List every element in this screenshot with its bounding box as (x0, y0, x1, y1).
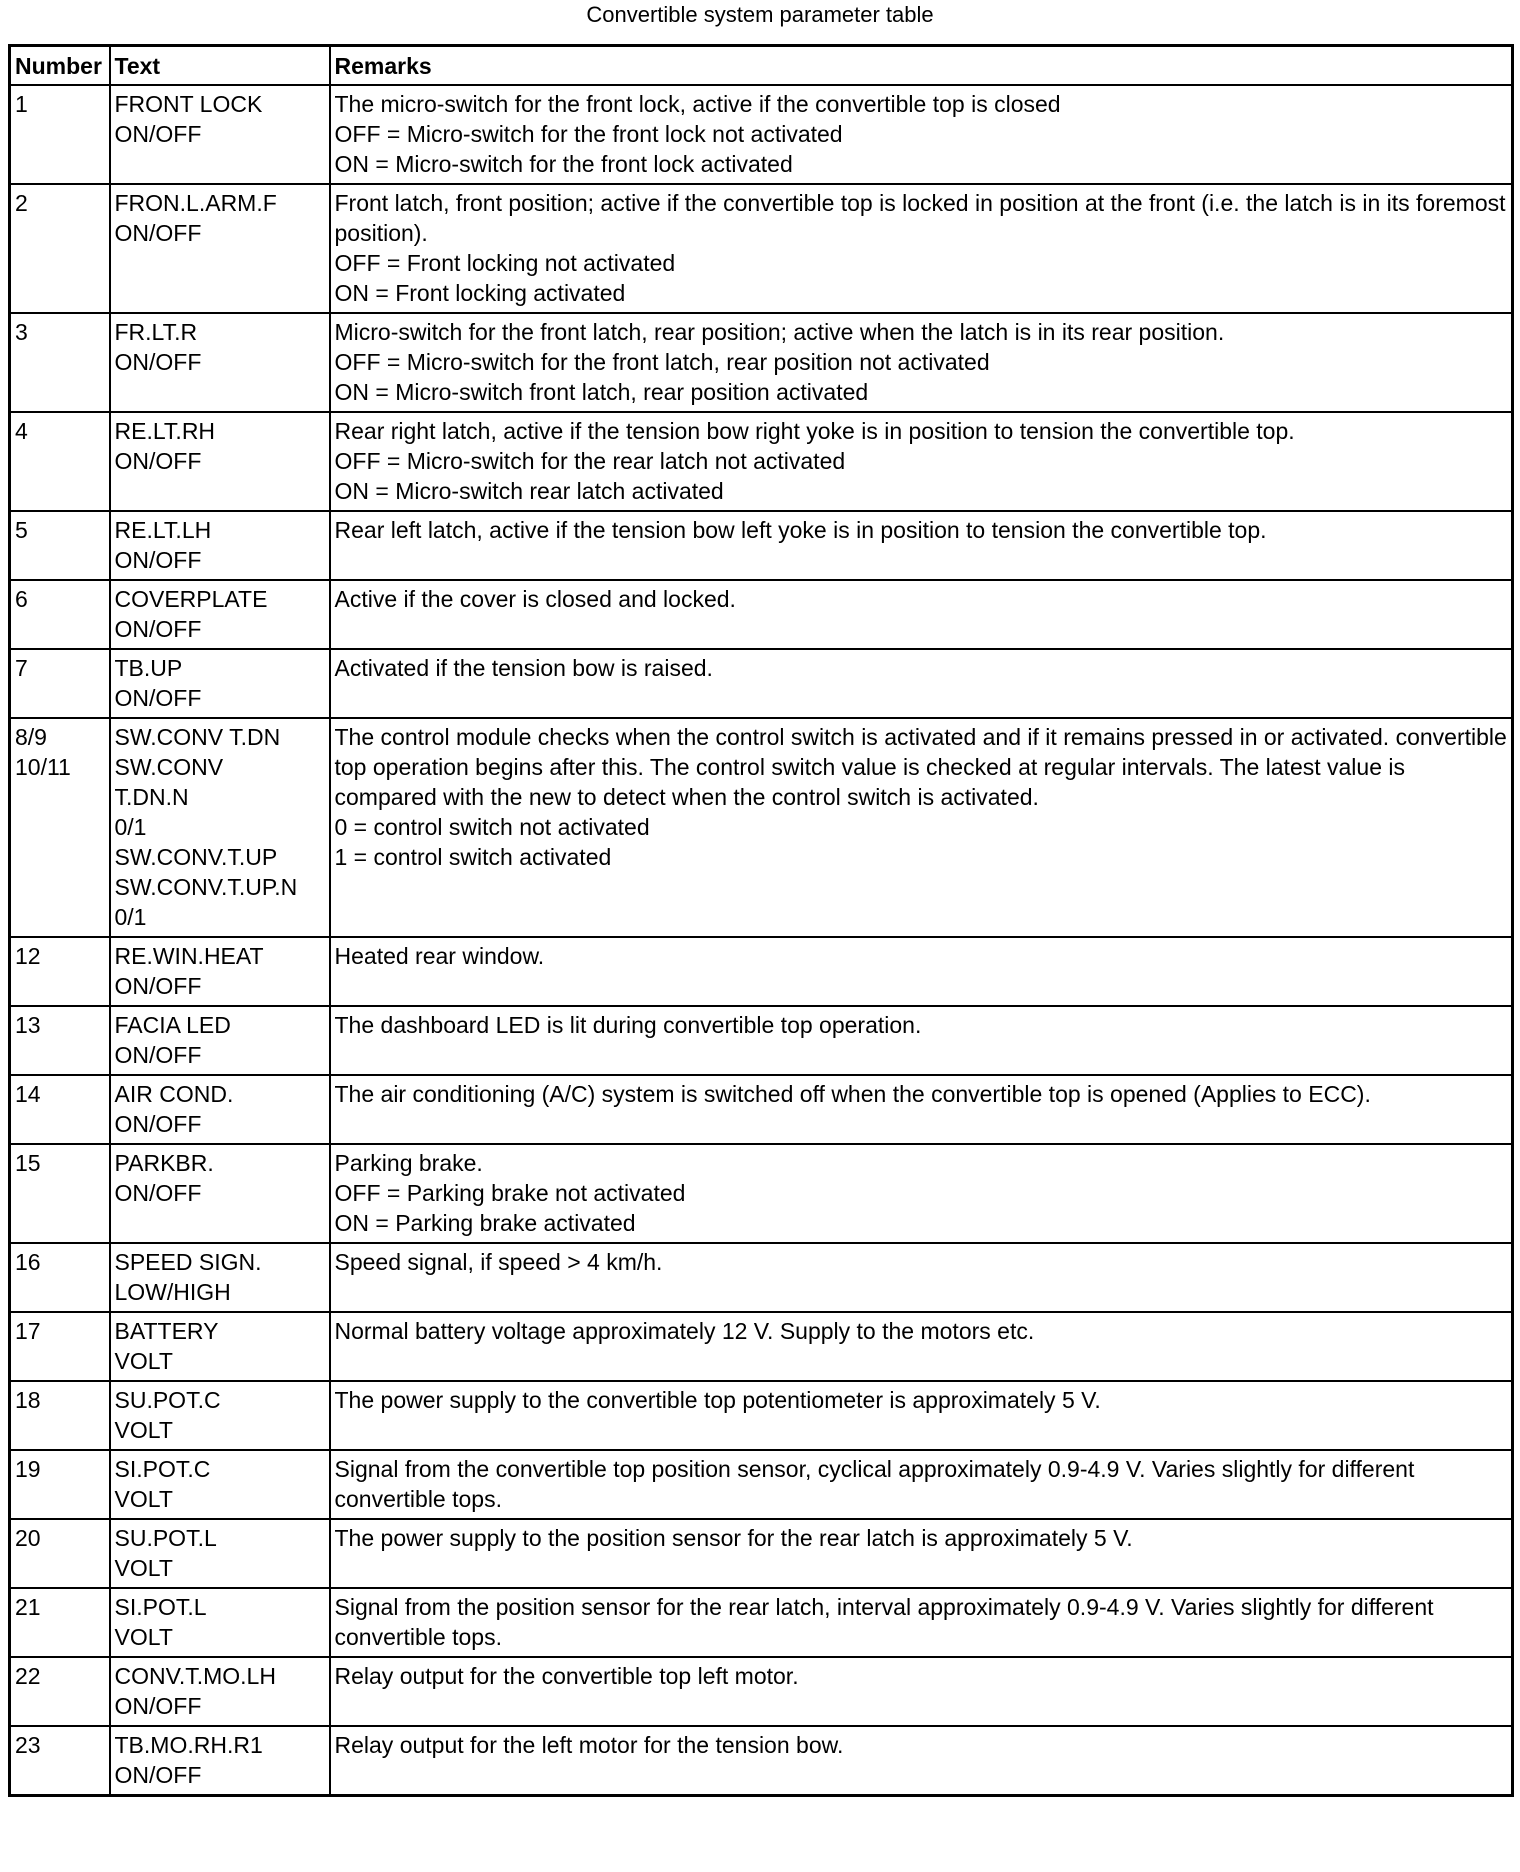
table-row (10, 1588, 1513, 1657)
table-row (10, 580, 1513, 649)
cell-number (10, 511, 110, 580)
cell-text (110, 1519, 330, 1588)
cell-remarks-line: Rear left latch, active if the tension bow left yoke is in position to tension the convertible top. (334, 517, 1267, 543)
cell-remarks-line: Activated if the tension bow is raised. (334, 655, 713, 681)
cell-number-line: 20 (15, 1525, 41, 1551)
cell-text-line: ON/OFF (114, 973, 202, 999)
cell-remarks-line: Rear right latch, active if the tension bow right yoke is in position to tension the convertible top. (334, 418, 1295, 444)
cell-text-line: FRONT LOCK (114, 91, 263, 117)
cell-number-line: 8/9 (15, 724, 47, 750)
cell-text (110, 1243, 330, 1312)
cell-remarks (330, 1006, 1513, 1075)
cell-number (10, 1075, 110, 1144)
cell-remarks (330, 1726, 1513, 1796)
cell-text-line: ON/OFF (114, 1693, 202, 1719)
cell-remarks-line: ON = Parking brake activated (334, 1210, 636, 1236)
cell-text-line: RE.WIN.HEAT (114, 943, 264, 969)
cell-text-line: 0/1 (114, 814, 147, 840)
table-row (10, 1381, 1513, 1450)
table-row (10, 1450, 1513, 1519)
cell-text-line: ON/OFF (114, 448, 202, 474)
table-row (10, 85, 1513, 184)
cell-number-line: 2 (15, 190, 28, 216)
table-body (10, 85, 1513, 1796)
cell-remarks-line: OFF = Micro-switch for the front lock not activated (334, 121, 843, 147)
table-row (10, 649, 1513, 718)
table-row (10, 313, 1513, 412)
cell-text-line: SI.POT.C (114, 1456, 211, 1482)
cell-number-line: 19 (15, 1456, 41, 1482)
cell-number-line: 22 (15, 1663, 41, 1689)
cell-text (110, 1075, 330, 1144)
cell-remarks-line: Speed signal, if speed > 4 km/h. (334, 1249, 663, 1275)
cell-text (110, 1312, 330, 1381)
cell-text (110, 313, 330, 412)
cell-remarks-line: The power supply to the convertible top potentiometer is approximately 5 V. (334, 1387, 1101, 1413)
cell-remarks-line: Signal from the convertible top position sensor, cyclical approximately 0.9-4.9 V. Varies slightly for different convertible tops. (334, 1456, 1421, 1512)
cell-number-line: 16 (15, 1249, 41, 1275)
cell-text-line: SU.POT.L (114, 1525, 217, 1551)
cell-number-line: 3 (15, 319, 28, 345)
cell-remarks-line: Heated rear window. (334, 943, 545, 969)
cell-number-line: 4 (15, 418, 28, 444)
cell-text-line: ON/OFF (114, 1762, 202, 1788)
cell-number (10, 1588, 110, 1657)
cell-remarks-line: Front latch, front position; active if the convertible top is locked in position at the front (i.e. the latch is in its foremost position). (334, 190, 1512, 246)
cell-text (110, 1657, 330, 1726)
cell-remarks-line: Micro-switch for the front latch, rear position; active when the latch is in its rear position. (334, 319, 1225, 345)
cell-text (110, 649, 330, 718)
cell-number-line: 12 (15, 943, 41, 969)
cell-text-line: ON/OFF (114, 220, 202, 246)
cell-remarks (330, 1243, 1513, 1312)
cell-text-line: BATTERY (114, 1318, 219, 1344)
cell-number-line: 1 (15, 91, 28, 117)
cell-remarks-line: Normal battery voltage approximately 12 V. Supply to the motors etc. (334, 1318, 1035, 1344)
cell-remarks (330, 718, 1513, 937)
cell-remarks-line: ON = Micro-switch rear latch activated (334, 478, 724, 504)
cell-remarks (330, 412, 1513, 511)
cell-text-line: SU.POT.C (114, 1387, 221, 1413)
table-row (10, 1144, 1513, 1243)
table-row (10, 1657, 1513, 1726)
cell-text-line: ON/OFF (114, 1111, 202, 1137)
header-number: Number (10, 46, 110, 86)
cell-number (10, 1657, 110, 1726)
cell-remarks-line: The micro-switch for the front lock, active if the convertible top is closed (334, 91, 1061, 117)
cell-remarks (330, 1144, 1513, 1243)
cell-text-line: RE.LT.RH (114, 418, 216, 444)
cell-remarks-line: The dashboard LED is lit during convertible top operation. (334, 1012, 922, 1038)
cell-text-line: SW.CONV.T.UP (114, 844, 278, 870)
cell-remarks (330, 1657, 1513, 1726)
cell-text-line: SW.CONV T.DN (114, 724, 281, 750)
cell-text-line: FACIA LED (114, 1012, 231, 1038)
cell-remarks (330, 1519, 1513, 1588)
cell-number (10, 184, 110, 313)
cell-remarks-line: Signal from the position sensor for the rear latch, interval approximately 0.9-4.9 V. Varies slightly for different convertible tops. (334, 1594, 1440, 1650)
cell-number (10, 580, 110, 649)
cell-text-line: ON/OFF (114, 121, 202, 147)
cell-text-line: FRON.L.ARM.F (114, 190, 277, 216)
cell-text (110, 511, 330, 580)
cell-number (10, 718, 110, 937)
cell-text-line: VOLT (114, 1555, 173, 1581)
table-row (10, 1075, 1513, 1144)
cell-text (110, 85, 330, 184)
table-row (10, 1243, 1513, 1312)
cell-number (10, 1726, 110, 1796)
cell-text-line: FR.LT.R (114, 319, 198, 345)
cell-number (10, 1381, 110, 1450)
cell-number-line: 5 (15, 517, 28, 543)
cell-text (110, 1726, 330, 1796)
header-text: Text (110, 46, 330, 86)
cell-remarks-line: 0 = control switch not activated (334, 814, 650, 840)
cell-text-line: TB.UP (114, 655, 183, 681)
cell-text (110, 1450, 330, 1519)
cell-text-line: RE.LT.LH (114, 517, 212, 543)
cell-remarks (330, 1381, 1513, 1450)
cell-text-line: 0/1 (114, 904, 147, 930)
cell-remarks-line: The control module checks when the control switch is activated and if it remains pressed in or activated. convertible top operation begins after this. The control switch value is checked at regular intervals. The latest value is compared with the new to detect when the control switch is activated. (334, 724, 1514, 810)
cell-text-line: ON/OFF (114, 1180, 202, 1206)
cell-text (110, 1144, 330, 1243)
header-row (10, 46, 1513, 86)
table-row (10, 511, 1513, 580)
cell-remarks-line: ON = Micro-switch for the front lock activated (334, 151, 793, 177)
cell-remarks-line: The air conditioning (A/C) system is switched off when the convertible top is opened (Applies to ECC). (334, 1081, 1371, 1107)
cell-remarks (330, 1450, 1513, 1519)
cell-text-line: T.DN.N (114, 784, 189, 810)
cell-number-line: 6 (15, 586, 28, 612)
cell-remarks-line: OFF = Front locking not activated (334, 250, 676, 276)
table-row (10, 1726, 1513, 1796)
cell-remarks (330, 1075, 1513, 1144)
cell-remarks (330, 313, 1513, 412)
cell-remarks (330, 937, 1513, 1006)
cell-text-line: ON/OFF (114, 1042, 202, 1068)
parameter-table (8, 44, 1514, 1797)
cell-remarks (330, 580, 1513, 649)
table-row (10, 1006, 1513, 1075)
cell-remarks-line: ON = Front locking activated (334, 280, 626, 306)
cell-number (10, 649, 110, 718)
cell-remarks-line: OFF = Parking brake not activated (334, 1180, 686, 1206)
cell-text-line: LOW/HIGH (114, 1279, 231, 1305)
cell-text-line: SW.CONV.T.UP.N (114, 874, 298, 900)
cell-number (10, 1312, 110, 1381)
cell-text-line: VOLT (114, 1348, 173, 1374)
table-row (10, 1519, 1513, 1588)
cell-remarks (330, 1312, 1513, 1381)
cell-number (10, 412, 110, 511)
cell-number-line: 23 (15, 1732, 41, 1758)
cell-text-line: ON/OFF (114, 685, 202, 711)
cell-text-line: ON/OFF (114, 547, 202, 573)
cell-remarks-line: ON = Micro-switch front latch, rear position activated (334, 379, 869, 405)
table-row (10, 937, 1513, 1006)
cell-text-line: ON/OFF (114, 616, 202, 642)
cell-text (110, 184, 330, 313)
cell-number (10, 1243, 110, 1312)
cell-remarks-line: The power supply to the position sensor for the rear latch is approximately 5 V. (334, 1525, 1133, 1551)
cell-text (110, 1381, 330, 1450)
cell-text (110, 937, 330, 1006)
cell-remarks (330, 511, 1513, 580)
cell-remarks (330, 85, 1513, 184)
table-title: Convertible system parameter table (586, 2, 934, 27)
table-row (10, 412, 1513, 511)
cell-text (110, 412, 330, 511)
cell-number (10, 1006, 110, 1075)
cell-text-line: SPEED SIGN. (114, 1249, 262, 1275)
cell-remarks-line: Parking brake. (334, 1150, 483, 1176)
cell-number (10, 937, 110, 1006)
table-row (10, 718, 1513, 937)
cell-text (110, 1006, 330, 1075)
cell-remarks (330, 184, 1513, 313)
cell-text-line: VOLT (114, 1417, 173, 1443)
cell-number (10, 1144, 110, 1243)
header-remarks: Remarks (330, 46, 1513, 86)
cell-number (10, 1450, 110, 1519)
cell-remarks-line: Relay output for the convertible top left motor. (334, 1663, 799, 1689)
cell-remarks-line: Relay output for the left motor for the tension bow. (334, 1732, 844, 1758)
cell-text-line: VOLT (114, 1624, 173, 1650)
cell-text-line: SW.CONV (114, 754, 224, 780)
cell-text-line: SI.POT.L (114, 1594, 207, 1620)
cell-text (110, 580, 330, 649)
cell-remarks-line: OFF = Micro-switch for the rear latch not activated (334, 448, 846, 474)
table-row (10, 184, 1513, 313)
cell-number-line: 18 (15, 1387, 41, 1413)
cell-text-line: PARKBR. (114, 1150, 214, 1176)
cell-remarks-line: OFF = Micro-switch for the front latch, rear position not activated (334, 349, 990, 375)
cell-number-line: 13 (15, 1012, 41, 1038)
cell-number-line: 15 (15, 1150, 41, 1176)
cell-number-line: 10/11 (15, 754, 71, 780)
cell-text-line: VOLT (114, 1486, 173, 1512)
cell-number (10, 85, 110, 184)
cell-number-line: 14 (15, 1081, 41, 1107)
cell-text-line: TB.MO.RH.R1 (114, 1732, 263, 1758)
cell-number-line: 21 (15, 1594, 41, 1620)
cell-text-line: AIR COND. (114, 1081, 234, 1107)
cell-text (110, 718, 330, 937)
cell-number (10, 313, 110, 412)
cell-text-line: COVERPLATE (114, 586, 268, 612)
cell-remarks-line: 1 = control switch activated (334, 844, 612, 870)
cell-text-line: CONV.T.MO.LH (114, 1663, 276, 1689)
cell-text (110, 1588, 330, 1657)
cell-number-line: 7 (15, 655, 28, 681)
cell-number (10, 1519, 110, 1588)
cell-remarks (330, 1588, 1513, 1657)
cell-number-line: 17 (15, 1318, 41, 1344)
cell-remarks (330, 649, 1513, 718)
table-row (10, 1312, 1513, 1381)
cell-text-line: ON/OFF (114, 349, 202, 375)
cell-remarks-line: Active if the cover is closed and locked. (334, 586, 736, 612)
